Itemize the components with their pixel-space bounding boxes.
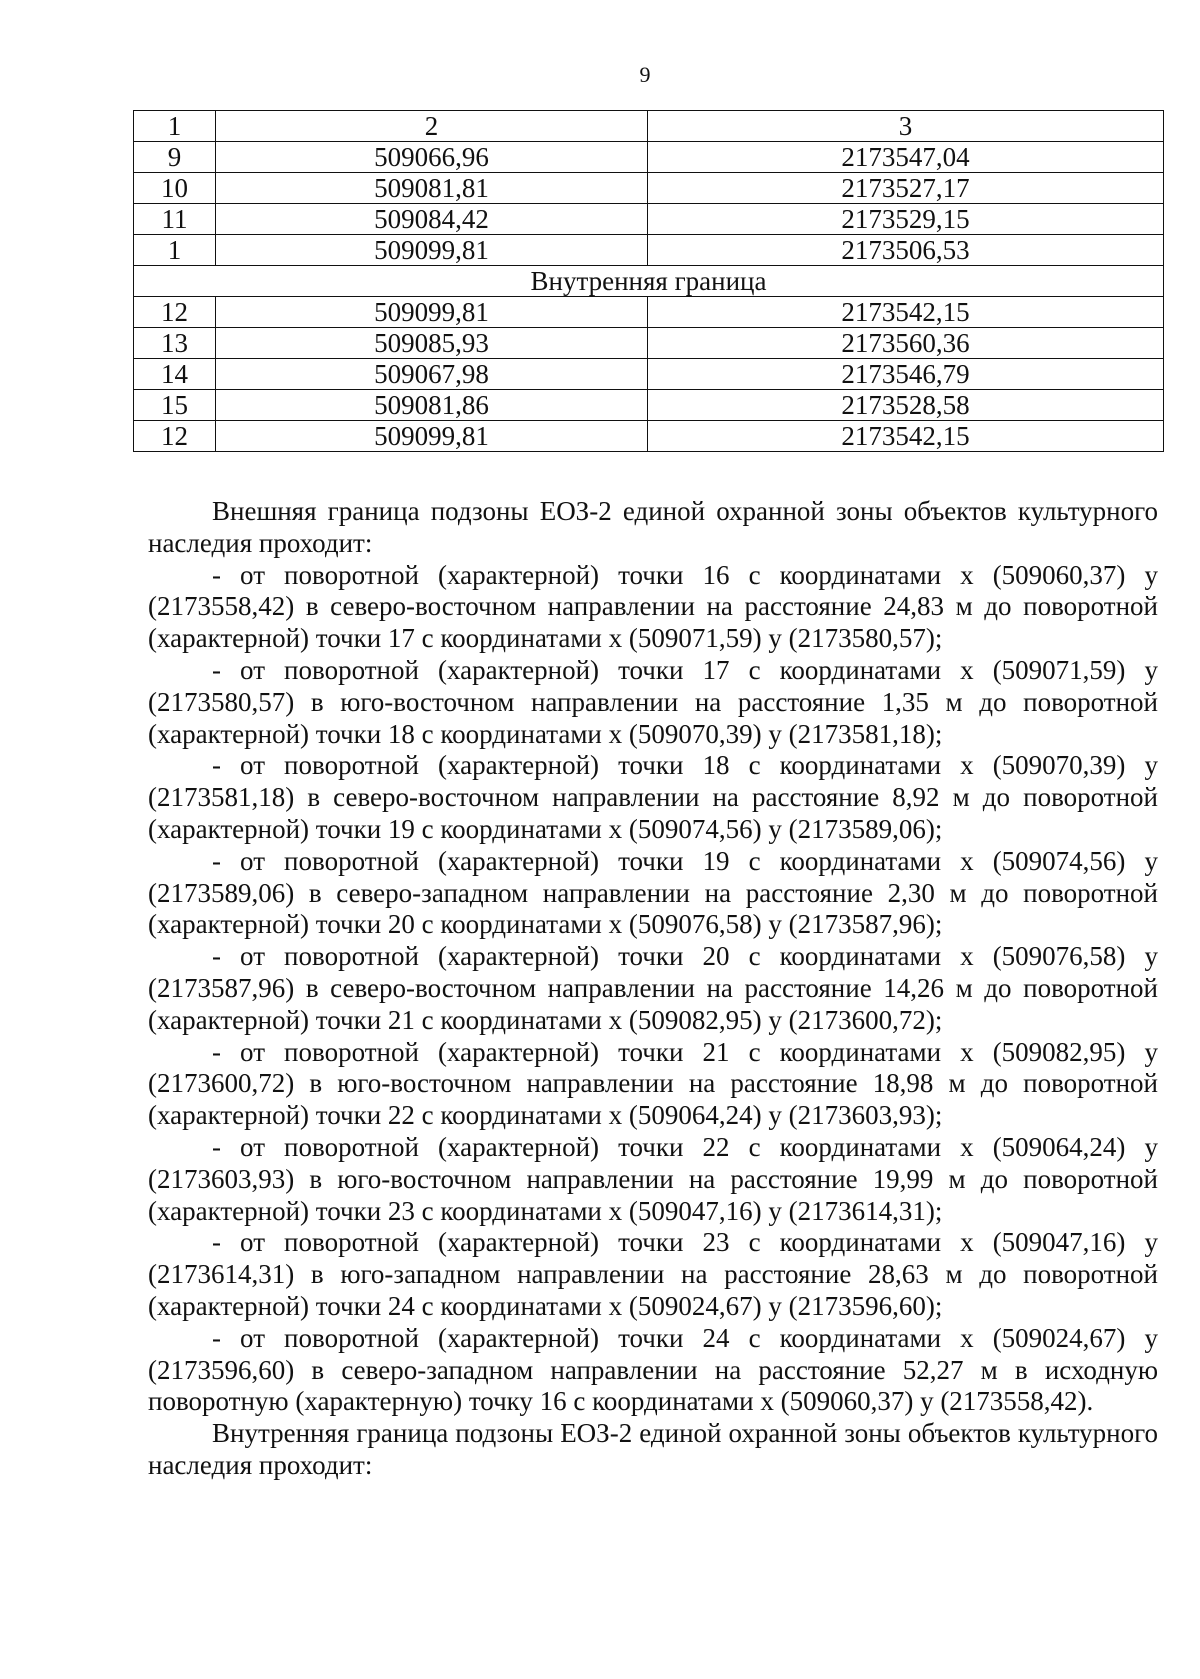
coord-y: 2173542,15 [648,421,1164,452]
section-label-inner-boundary: Внутренняя граница [134,266,1164,297]
point-number: 14 [134,359,216,390]
table-row [134,142,1164,173]
point-number: 13 [134,328,216,359]
coord-y: 2173542,15 [648,297,1164,328]
section-row [134,266,1164,297]
table-row [134,421,1164,452]
boundary-segment: - от поворотной (характерной) точки 16 с координатами x (509060,37) y (2173558,42) в северо-восточном направлении на расстояние 24,83 м до поворотной (характерной) точки 17 с координатами x (509071,59) y (2173580,57); [148,559,1158,654]
table-row [134,359,1164,390]
boundary-segment: - от поворотной (характерной) точки 19 с координатами x (509074,56) y (2173589,06) в северо-западном направлении на расстояние 2,30 м до поворотной (характерной) точки 20 с координатами x (509076,58) y (2173587,96); [148,845,1158,940]
point-number: 9 [134,142,216,173]
coord-x: 509066,96 [216,142,648,173]
coord-y: 2173527,17 [648,173,1164,204]
table-row [134,173,1164,204]
point-number: 12 [134,421,216,452]
boundary-segment: - от поворотной (характерной) точки 17 с координатами x (509071,59) y (2173580,57) в юго-восточном направлении на расстояние 1,35 м до поворотной (характерной) точки 18 с координатами x (509070,39) y (2173581,18); [148,654,1158,749]
coord-x: 509081,86 [216,390,648,421]
table-row [134,297,1164,328]
coord-y: 2173529,15 [648,204,1164,235]
boundary-description [148,496,1158,1482]
coord-x: 509084,42 [216,204,648,235]
coord-x: 509081,81 [216,173,648,204]
point-number: 12 [134,297,216,328]
coord-y: 2173560,36 [648,328,1164,359]
table-header-row [134,111,1164,142]
coordinates-table [133,110,1164,452]
point-number: 1 [134,235,216,266]
table-row [134,328,1164,359]
boundary-segment: - от поворотной (характерной) точки 18 с координатами x (509070,39) y (2173581,18) в северо-восточном направлении на расстояние 8,92 м до поворотной (характерной) точки 19 с координатами x (509074,56) y (2173589,06); [148,750,1158,844]
outer-boundary-intro: Внешняя граница подзоны ЕОЗ-2 единой охранной зоны объектов культурного наследия проходит: [148,496,1158,558]
coord-x: 509067,98 [216,359,648,390]
table-row [134,390,1164,421]
coord-y: 2173528,58 [648,390,1164,421]
header-cell-point: 1 [134,111,216,142]
boundary-segment: - от поворотной (характерной) точки 23 с координатами x (509047,16) y (2173614,31) в юго-западном направлении на расстояние 28,63 м до поворотной (характерной) точки 24 с координатами x (509024,67) y (2173596,60); [148,1227,1158,1321]
coord-y: 2173547,04 [648,142,1164,173]
table-row [134,204,1164,235]
page-number: 9 [639,62,651,87]
coord-y: 2173546,79 [648,359,1164,390]
point-number: 15 [134,390,216,421]
boundary-segment: - от поворотной (характерной) точки 24 с координатами x (509024,67) y (2173596,60) в северо-западном направлении на расстояние 52,27 м в исходную поворотную (характерную) точку 16 с координатами x (509060,37) y (2173558,42). [148,1322,1158,1417]
header-cell-x: 2 [216,111,648,142]
coord-y: 2173506,53 [648,235,1164,266]
point-number: 11 [134,204,216,235]
coord-x: 509099,81 [216,235,648,266]
coord-x: 509099,81 [216,297,648,328]
coord-x: 509085,93 [216,328,648,359]
inner-boundary-intro: Внутренняя граница подзоны ЕОЗ-2 единой охранной зоны объектов культурного наследия проходит: [148,1418,1158,1480]
boundary-segment: - от поворотной (характерной) точки 21 с координатами x (509082,95) y (2173600,72) в юго-восточном направлении на расстояние 18,98 м до поворотной (характерной) точки 22 с координатами x (509064,24) y (2173603,93); [148,1036,1158,1131]
boundary-segment: - от поворотной (характерной) точки 22 с координатами x (509064,24) y (2173603,93) в юго-восточном направлении на расстояние 19,99 м до поворотной (характерной) точки 23 с координатами x (509047,16) y (2173614,31); [148,1131,1158,1226]
coord-x: 509099,81 [216,421,648,452]
table-row [134,235,1164,266]
header-cell-y: 3 [648,111,1164,142]
boundary-segment: - от поворотной (характерной) точки 20 с координатами x (509076,58) y (2173587,96) в северо-восточном направлении на расстояние 14,26 м до поворотной (характерной) точки 21 с координатами x (509082,95) y (2173600,72); [148,941,1158,1035]
point-number: 10 [134,173,216,204]
